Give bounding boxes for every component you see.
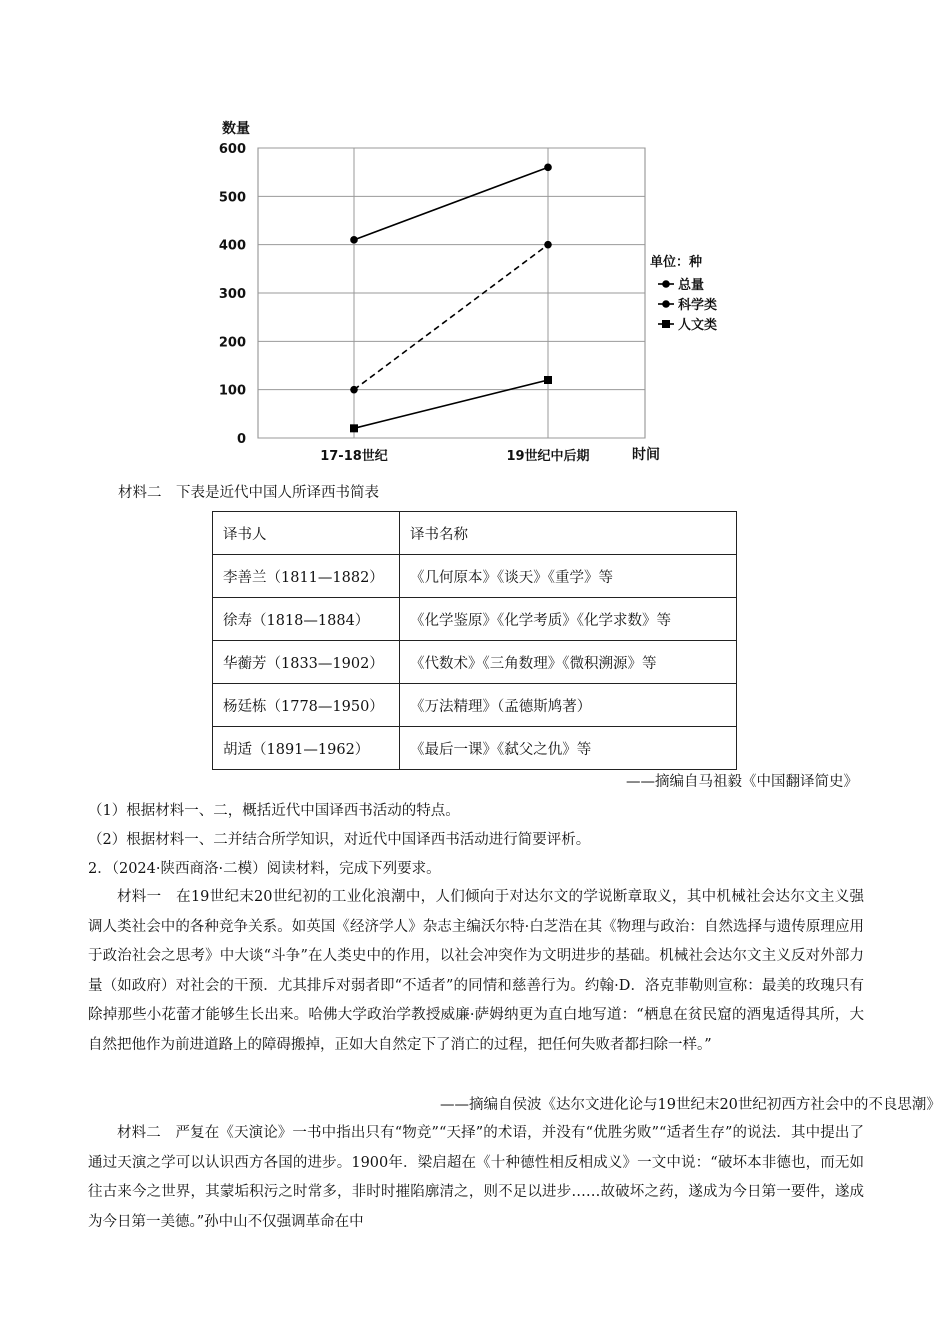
table-header-row: [213, 512, 737, 555]
cell-books: 《最后一课》《弑父之仇》等: [400, 727, 737, 770]
question-1: （1）根据材料一、二，概括近代中国译西书活动的特点。: [88, 803, 460, 819]
material-1-source: ——摘编自侯波《达尔文进化论与19世纪末20世纪初西方社会中的不良思潮》: [440, 1097, 941, 1113]
material2-intro: 材料二 下表是近代中国人所译西书简表: [118, 485, 379, 501]
x-tick-label: 19世纪中后期: [506, 449, 590, 464]
table-source: ——摘编自马祖毅《中国翻译简史》: [626, 774, 858, 790]
series-line: [354, 380, 548, 428]
cell-books: 《代数术》《三角数理》《微积溯源》等: [400, 641, 737, 684]
cell-translator: 胡适（1891—1962）: [213, 727, 400, 770]
chart-grid: [258, 148, 645, 438]
table-row: [213, 555, 737, 598]
y-tick-labels: [219, 142, 246, 447]
y-tick-label: 600: [218, 142, 246, 157]
translators-table: [212, 511, 737, 770]
unit-label: 单位：种: [650, 255, 703, 270]
question-2-header: 2．（2024·陕西商洛·二模）阅读材料，完成下列要求。: [88, 861, 441, 877]
material-2-paragraph: 材料二 严复在《天演论》一书中指出只有“物竞”“天择”的术语，并没有“优胜劣败”“适者生存”的说法．其中提出了通过天演之学可以认识西方各国的进步。1900年．梁启超在《十种德性相反相成义》一文中说：“破坏本非德也，而无如往古来今之世界，其蒙垢积污之时常多，非时时摧陷廓清之，则不足以进步……故破坏之药，遂成为今日第一要件，遂成为今日第一美德。”孙中山不仅强调革命在中: [88, 1125, 864, 1230]
y-tick-label: 200: [218, 335, 246, 351]
y-axis-label: 数量: [222, 121, 250, 137]
x-tick-labels: [320, 448, 589, 464]
x-tick-label: 17-18世纪: [320, 449, 388, 464]
table-row: [213, 641, 737, 684]
cell-translator: 华蘅芳（1833—1902）: [213, 641, 400, 684]
cell-translator: 李善兰（1811—1882）: [213, 555, 400, 598]
y-tick-label: 500: [218, 190, 246, 206]
chart-series: [350, 164, 552, 433]
legend-marker: [662, 320, 670, 328]
data-point-circle: [350, 386, 358, 394]
chart-legend: [658, 277, 717, 333]
cell-books: 《万法精理》（孟德斯鸠著）: [400, 684, 737, 727]
cell-translator: 杨廷栋（1778—1950）: [213, 684, 400, 727]
header-book-title: 译书名称: [400, 512, 737, 555]
legend-marker: [662, 300, 670, 308]
translation-line-chart: [200, 110, 760, 470]
y-tick-label: 300: [218, 287, 246, 302]
y-tick-label: 0: [236, 432, 246, 447]
legend-label: 人文类: [678, 318, 718, 333]
data-point-square: [350, 424, 358, 432]
x-axis-label: 时间: [632, 447, 660, 463]
table-row: [213, 684, 737, 727]
y-tick-label: 100: [218, 383, 246, 399]
legend-label: 总量: [678, 278, 705, 293]
legend-label: 科学类: [678, 298, 718, 313]
series-line: [354, 167, 548, 240]
data-point-circle: [350, 236, 358, 244]
data-point-circle: [544, 241, 552, 249]
cell-translator: 徐寿（1818—1884）: [213, 598, 400, 641]
cell-books: 《几何原本》《谈天》《重学》等: [400, 555, 737, 598]
legend-marker: [662, 280, 670, 288]
series-line: [354, 245, 548, 390]
table-row: [213, 727, 737, 770]
y-tick-label: 400: [218, 238, 246, 254]
cell-books: 《化学鉴原》《化学考质》《化学求数》等: [400, 598, 737, 641]
table-row: [213, 598, 737, 641]
header-translator: 译书人: [213, 512, 400, 555]
question-2: （2）根据材料一、二并结合所学知识，对近代中国译西书活动进行简要评析。: [88, 832, 591, 848]
data-point-circle: [544, 164, 552, 172]
material-1-paragraph: 材料一 在19世纪末20世纪初的工业化浪潮中，人们倾向于对达尔文的学说断章取义，其中机械社会达尔文主义强调人类社会中的各种竞争关系。如英国《经济学人》杂志主编沃尔特·白芝浩在其《物理与政治：自然选择与遗传原理应用于政治社会之思考》中大谈“斗争”在人类史中的作用，以社会冲突作为文明进步的基础。机械社会达尔文主义反对外部力量（如政府）对社会的干预．尤其排斥对弱者即“不适者”的同情和慈善行为。约翰·D．洛克菲勒则宣称：最美的玫瑰只有除掉那些小花蕾才能够生长出来。哈佛大学政治学教授威廉·萨姆纳更为直白地写道：“栖息在贫民窟的酒鬼适得其所，大自然把他作为前进道路上的障碍搬掉，正如大自然定下了消亡的过程，把任何失败者都扫除一样。”: [88, 889, 864, 1053]
data-point-square: [544, 376, 552, 384]
